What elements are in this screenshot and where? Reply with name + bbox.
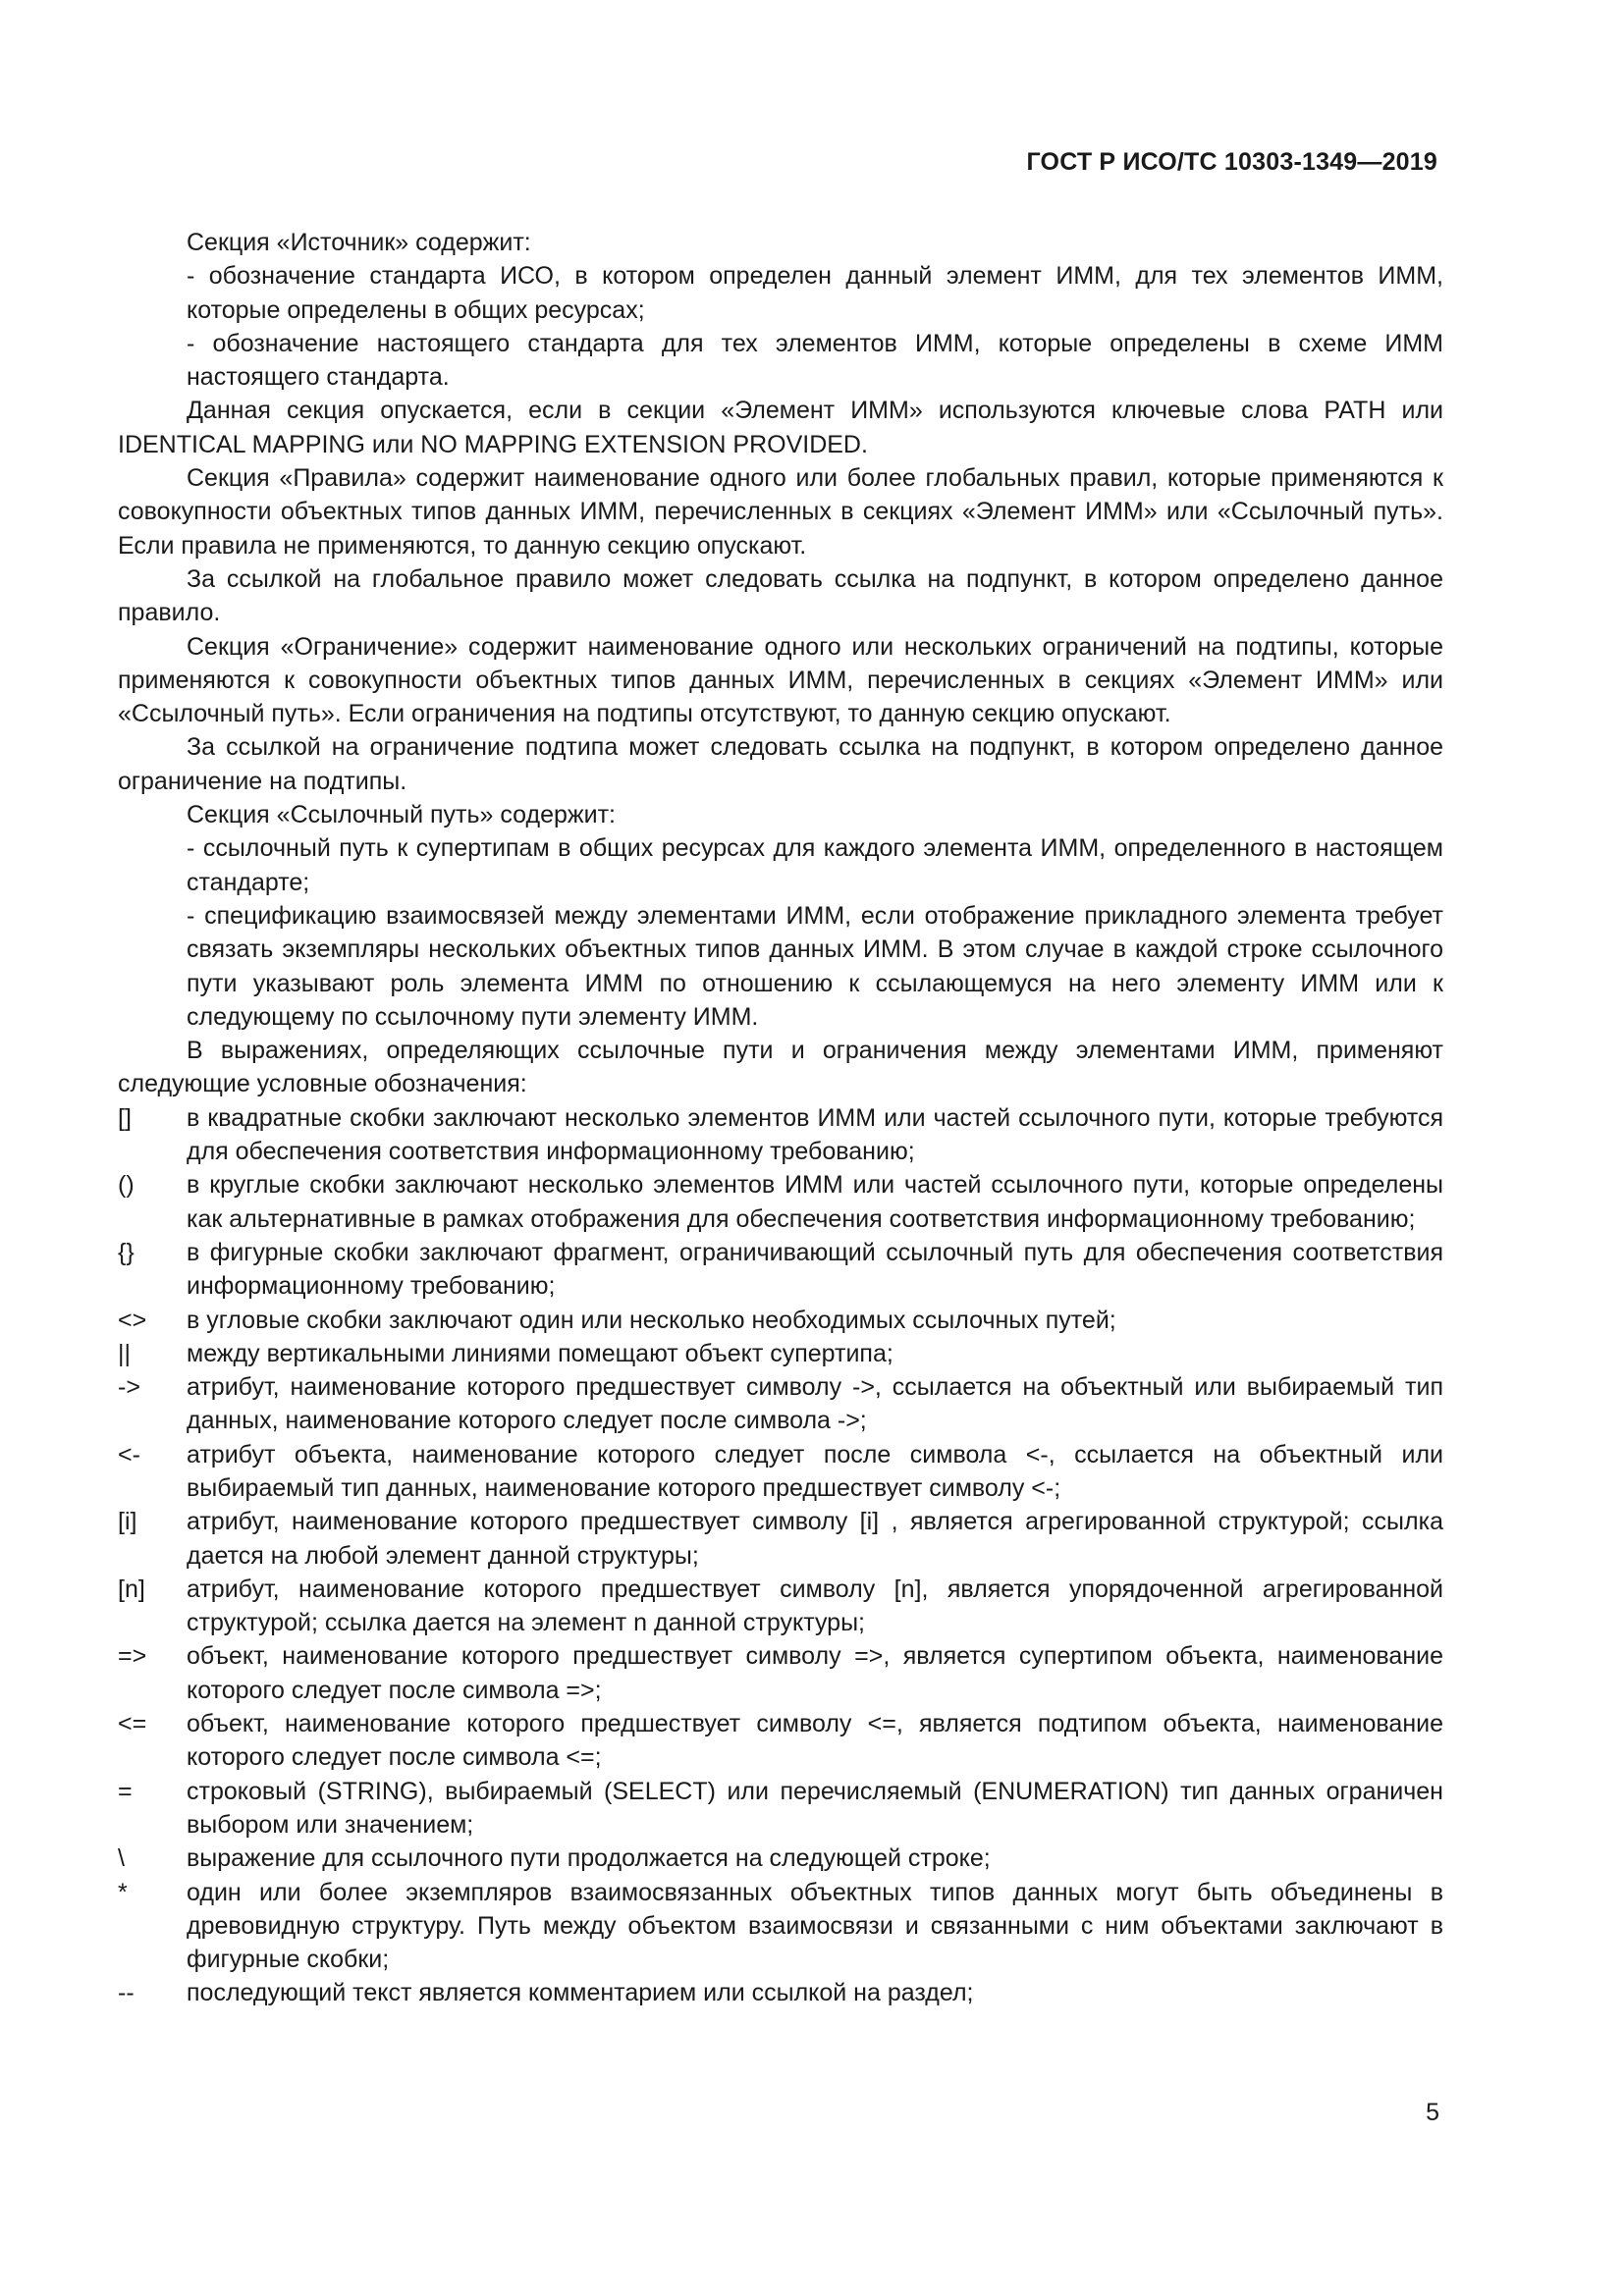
paragraph: Секция «Ссылочный путь» содержит: (187, 801, 616, 829)
symbol-definition (118, 1505, 1443, 1573)
symbol-description: строковый (STRING), выбираемый (SELECT) или перечисляемый (ENUMERATION) тип данных ограничен выбором или значением; (187, 1777, 1443, 1839)
paragraph: В выражениях, определяющих ссылочные пути и ограничения между элементами ИММ, применяют следующие условные обозначения: (118, 1037, 1443, 1098)
symbol-description: один или более экземпляров взаимосвязанных объектных типов данных могут быть объединены в древовидную структуру. Путь между объектом взаимосвязи и связанными с ним объектами заключают в фигурные скобки; (187, 1878, 1443, 1974)
dash-list-item: - обозначение настоящего стандарта для тех элементов ИММ, которые определены в схеме ИММ настоящего стандарта. (187, 329, 1443, 392)
paragraph: За ссылкой на глобальное правило может следовать ссылка на подпункт, в котором определено данное правило. (118, 564, 1443, 627)
symbol-description: в угловые скобки заключают один или несколько необходимых ссылочных путей; (187, 1306, 1116, 1334)
paragraph: Секция «Источник» содержит: (187, 229, 531, 256)
symbol-description: в фигурные скобки заключают фрагмент, ограничивающий ссылочный путь для обеспечения соответствия информационному требованию; (187, 1238, 1443, 1301)
symbol-mark: || (118, 1339, 131, 1367)
paragraph: За ссылкой на ограничение подтипа может следовать ссылка на подпункт, в котором определено данное ограничение на подтипы. (118, 733, 1443, 795)
symbol-description: атрибут, наименование которого предшествует символу ->, ссылается на объектный или выбираемый тип данных, наименование которого следует после символа ->; (187, 1373, 1443, 1435)
paragraph: Данная секция опускается, если в секции «Элемент ИММ» используются ключевые слова PATH или IDENTICAL MAPPING или NO MAPPING EXTENSION PROVIDED. (118, 397, 1443, 458)
symbol-mark: [n] (118, 1575, 145, 1603)
symbol-definition (118, 1573, 1443, 1640)
symbol-description: объект, наименование которого предшествует символу =>, является супертипом объекта, наименование которого следует после символа =>; (187, 1642, 1443, 1704)
symbol-definition (118, 1976, 1443, 2009)
symbol-definitions-list (118, 1101, 1443, 2010)
paragraph: Секция «Правила» содержит наименование одного или более глобальных правил, которые применяются к совокупности объектных типов данных ИММ, перечисленных в секциях «Элемент ИММ» или «Ссылочный путь». Если правила не применяются, то данную секцию опускают. (118, 464, 1443, 560)
symbol-definition (118, 1304, 1443, 1337)
dash-list-item: - спецификацию взаимосвязей между элементами ИММ, если отображение прикладного элемента требует связать экземпляры нескольких объектных типов данных ИММ. В этом случае в каждой строке ссылочного пути указывают роль элемента ИММ по отношению к ссылающемуся на него элементу ИММ или к следующему по ссылочному пути элементу ИММ. (187, 901, 1443, 1031)
symbol-mark: => (118, 1642, 147, 1671)
symbol-description: между вертикальными линиями помещают объект супертипа; (187, 1339, 893, 1367)
paragraph: Секция «Ограничение» содержит наименование одного или нескольких ограничений на подтипы, которые применяются к совокупности объектных типов данных ИММ, перечисленных в секциях «Элемент ИММ» или «Ссылочный путь». Если ограничения на подтипы отсутствуют, то данную секцию опускают. (118, 632, 1443, 728)
symbol-description: объект, наименование которого предшествует символу <=, является подтипом объекта, наименование которого следует после символа <=; (187, 1710, 1443, 1772)
symbol-definition (118, 1438, 1443, 1506)
symbol-definition (118, 1101, 1443, 1169)
symbol-definition (118, 1639, 1443, 1707)
page-number: 5 (1426, 2099, 1439, 2126)
symbol-definition (118, 1876, 1443, 1977)
dash-list-item: - обозначение стандарта ИСО, в котором определен данный элемент ИММ, для тех элементов ИММ, которые определены в общих ресурсах; (187, 262, 1443, 324)
symbol-description: атрибут, наименование которого предшествует символу [i] , является агрегированной структурой; ссылка дается на любой элемент данной структуры; (187, 1508, 1443, 1570)
symbol-mark: [i] (118, 1508, 137, 1536)
document-code-header: ГОСТ Р ИСО/ТС 10303-1349—2019 (1026, 148, 1437, 176)
symbol-definition (118, 1236, 1443, 1304)
symbol-mark: [] (118, 1103, 132, 1132)
symbol-description: в круглые скобки заключают несколько элементов ИММ или частей ссылочного пути, которые определены как альтернативные в рамках отображения для обеспечения соответствия информационному требованию; (187, 1171, 1443, 1233)
symbol-mark: \ (118, 1844, 125, 1873)
symbol-description: атрибут, наименование которого предшествует символу [n], является упорядоченной агрегированной структурой; ссылка дается на элемент n данной структуры; (187, 1575, 1443, 1637)
symbol-mark: = (118, 1777, 133, 1805)
symbol-mark: <- (118, 1440, 140, 1468)
symbol-definition (118, 1168, 1443, 1236)
symbol-definition (118, 1775, 1443, 1842)
symbol-mark: () (118, 1171, 135, 1200)
symbol-description: последующий текст является комментарием или ссылкой на раздел; (187, 1979, 974, 2007)
symbol-mark: {} (118, 1238, 135, 1266)
dash-list-item: - ссылочный путь к супертипам в общих ресурсах для каждого элемента ИММ, определенного в настоящем стандарте; (187, 834, 1443, 896)
symbol-description: в квадратные скобки заключают несколько элементов ИММ или частей ссылочного пути, которые требуются для обеспечения соответствия информационному требованию; (187, 1103, 1443, 1166)
document-body (118, 226, 1443, 2010)
symbol-mark: <> (118, 1306, 147, 1334)
symbol-description: атрибут объекта, наименование которого следует после символа <-, ссылается на объектный или выбираемый тип данных, наименование которого предшествует символу <-; (187, 1440, 1443, 1502)
symbol-mark: <= (118, 1710, 147, 1738)
symbol-definition (118, 1337, 1443, 1370)
symbol-definition (118, 1370, 1443, 1438)
symbol-mark: -> (118, 1373, 140, 1402)
symbol-definition (118, 1707, 1443, 1775)
symbol-definition (118, 1842, 1443, 1875)
symbol-description: выражение для ссылочного пути продолжается на следующей строке; (187, 1844, 991, 1873)
symbol-mark: * (118, 1878, 128, 1906)
symbol-mark: -- (118, 1979, 135, 2007)
